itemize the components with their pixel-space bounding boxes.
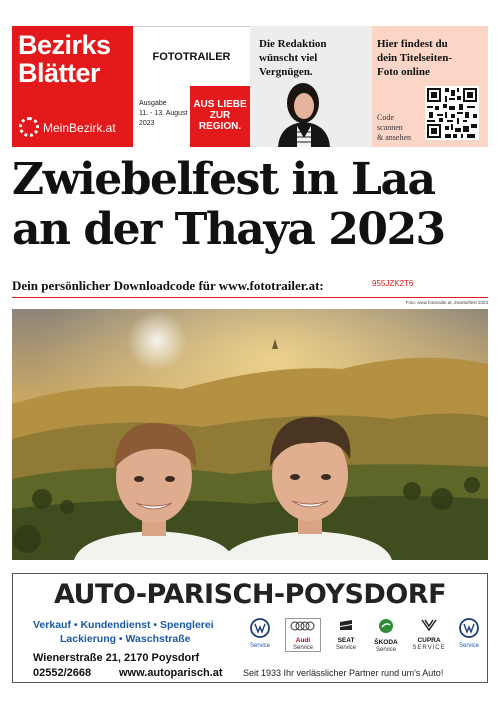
seat-service-label: Service [335, 645, 356, 651]
audi-rings-icon [288, 620, 318, 632]
issue-label: Ausgabe [139, 100, 167, 107]
motto-line-1: AUS LIEBE [193, 99, 247, 110]
qr-line-3: Foto online [377, 66, 430, 78]
seat-service-logo [329, 618, 363, 652]
divider [12, 297, 488, 298]
issue-info [133, 86, 190, 147]
audi-brand-name: Audi [295, 637, 311, 644]
editor-line-3: Vergnügen. [259, 66, 313, 78]
audi-service-logo [285, 618, 321, 652]
ad-tagline: Seit 1933 Ihr verlässlicher Partner rund um's Auto! [243, 668, 444, 678]
qr-hint-line-3: & ansehen [377, 133, 411, 142]
section-title: FOTOTRAILER [133, 26, 250, 86]
brand-line-1: Bezirks [18, 30, 111, 60]
ad-phone[interactable]: 02552/2668 [33, 667, 92, 679]
issue-dates: 11. - 13. August [139, 110, 188, 117]
photo-credit: Foto: www.fototrailer.at, Zwiebelfest 2023 [405, 300, 488, 305]
vw-nutzfahrzeuge-service-label: Service [458, 643, 479, 649]
skoda-service-logo [369, 618, 403, 654]
download-subline: Dein persönlicher Downloadcode für www.fototrailer.at: [12, 278, 324, 293]
cupra-brand-name: CUPRA [417, 637, 441, 644]
ad-services-line-2: Lackierung • Waschstraße [60, 633, 191, 645]
motto-line-2: ZUR [209, 110, 231, 121]
download-code[interactable]: 955JZK2T6 [372, 279, 414, 288]
vw-nutzfahrzeuge-logo-icon [459, 618, 479, 638]
skoda-logo-icon [378, 618, 394, 634]
cupra-service-label: SERVICE [412, 645, 446, 651]
advertisement[interactable] [12, 573, 488, 683]
ad-company-name: AUTO-PARISCH-POYSDORF [53, 579, 447, 610]
qr-hint [377, 113, 411, 143]
qr-line-2: dein Titelseiten- [377, 52, 453, 64]
cupra-service-logo [407, 618, 451, 652]
vw-service-logo [243, 618, 277, 650]
editor-line-2: wünscht viel [259, 52, 318, 64]
qr-message [377, 37, 452, 79]
headline-line-2: an der Thaya 2023 [12, 204, 445, 255]
vw-logo-icon [250, 618, 270, 638]
qr-line-1: Hier findest du [377, 38, 448, 50]
editor-panel [250, 26, 372, 147]
qr-hint-line-1: Code [377, 113, 394, 122]
ad-address: Wienerstraße 21, 2170 Poysdorf [33, 652, 200, 664]
ad-services-line-1: Verkauf • Kundendienst • Spenglerei [33, 619, 214, 631]
headline-line-1: Zwiebelfest in Laa [12, 154, 435, 205]
brand-line-2: Blätter [18, 58, 101, 88]
vw-nutzfahrzeuge-service-logo [451, 618, 487, 650]
editor-portrait [250, 26, 372, 147]
qr-hint-line-2: scannen [377, 123, 403, 132]
motto-line-3: REGION. [198, 121, 242, 132]
meinbezirk-logo-icon [19, 117, 39, 137]
seat-brand-name: SEAT [337, 637, 355, 644]
brand-logos [243, 618, 487, 658]
audi-service-label: Service [292, 645, 313, 651]
qr-panel [372, 26, 488, 147]
seat-logo-icon [338, 618, 354, 632]
ad-website[interactable]: www.autoparisch.at [119, 667, 223, 679]
skoda-brand-name: ŠKODA [374, 639, 398, 646]
skoda-service-label: Service [375, 647, 396, 653]
motto-badge [190, 86, 250, 147]
brand-site: MeinBezirk.at [43, 121, 116, 135]
cover-photo [12, 309, 488, 560]
qr-code-icon[interactable] [425, 86, 479, 140]
cupra-logo-icon [420, 618, 438, 632]
editor-line-1: Die Redaktion [259, 38, 327, 50]
issue-year: 2023 [139, 120, 155, 127]
headline [12, 155, 492, 255]
bezirksblaetter-logo[interactable] [12, 26, 133, 147]
vw-service-label: Service [249, 643, 270, 649]
